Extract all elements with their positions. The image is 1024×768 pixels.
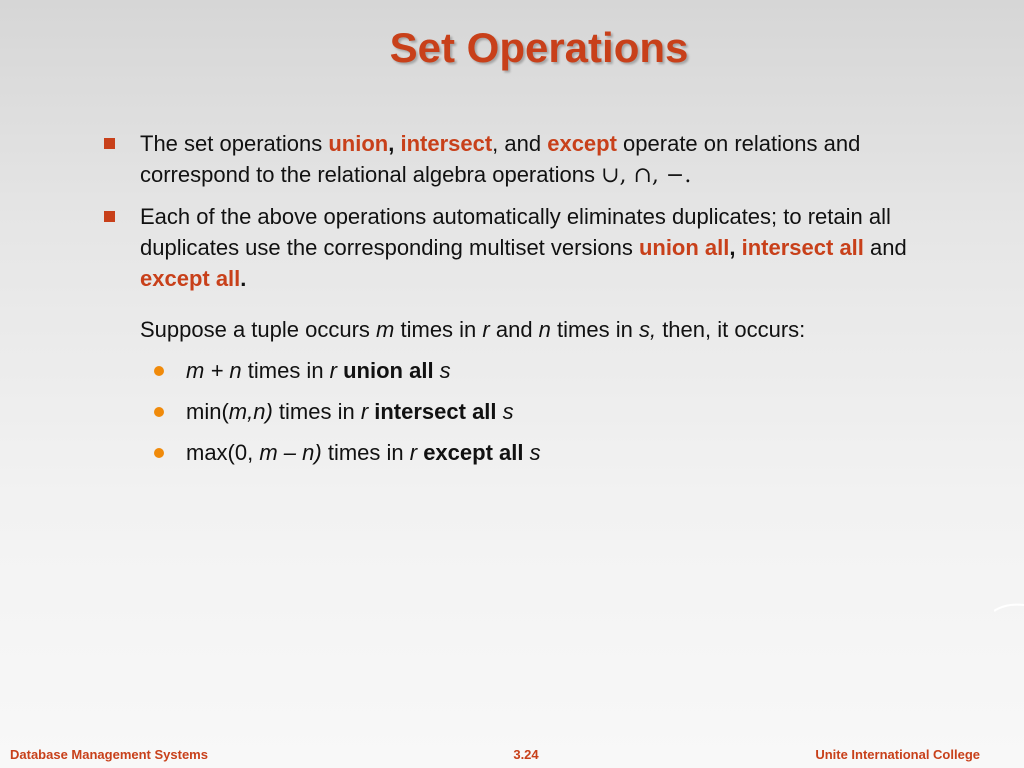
algebra-ops: ∪, ∩, −.	[601, 163, 692, 188]
sub-bullet-union-all: m + n times in r union all s	[104, 355, 944, 386]
footer-course-name: Database Management Systems	[10, 747, 208, 762]
keyword-union-all: union all	[638, 235, 730, 260]
tuple-occurrence-text: Suppose a tuple occurs m times in r and n times in s, then, it occurs:	[140, 317, 806, 342]
keyword-intersect: intersect	[400, 131, 493, 156]
keyword-union: union	[328, 131, 389, 156]
keyword-intersect-all: intersect all	[741, 235, 864, 260]
footer-institution: Unite International College	[815, 747, 980, 762]
round-bullet-icon	[154, 407, 164, 417]
square-bullet-icon	[104, 211, 115, 222]
sub-bullet-intersect-all: min(m,n) times in r intersect all s	[104, 396, 944, 427]
bullet-duplicates: Each of the above operations automatically eliminates duplicates; to retain all duplicates use the corresponding multiset versions union all, intersect all and except all.	[104, 201, 944, 294]
sub-bullet-except-all: max(0, m – n) times in r except all s	[104, 437, 944, 468]
round-bullet-icon	[154, 366, 164, 376]
keyword-except: except	[547, 131, 617, 156]
keyword-except-all: except all	[140, 266, 241, 291]
footer-slide-number: 3.24	[513, 747, 539, 762]
decorative-swoosh-icon	[994, 603, 1024, 613]
slide-title: Set Operations	[389, 24, 689, 71]
round-bullet-icon	[154, 448, 164, 458]
square-bullet-icon	[104, 138, 115, 149]
bullet-set-operations: The set operations union, intersect, and except operate on relations and correspond to the relational algebra operations ∪, ∩, −.	[104, 128, 944, 191]
slide-content	[104, 128, 944, 468]
